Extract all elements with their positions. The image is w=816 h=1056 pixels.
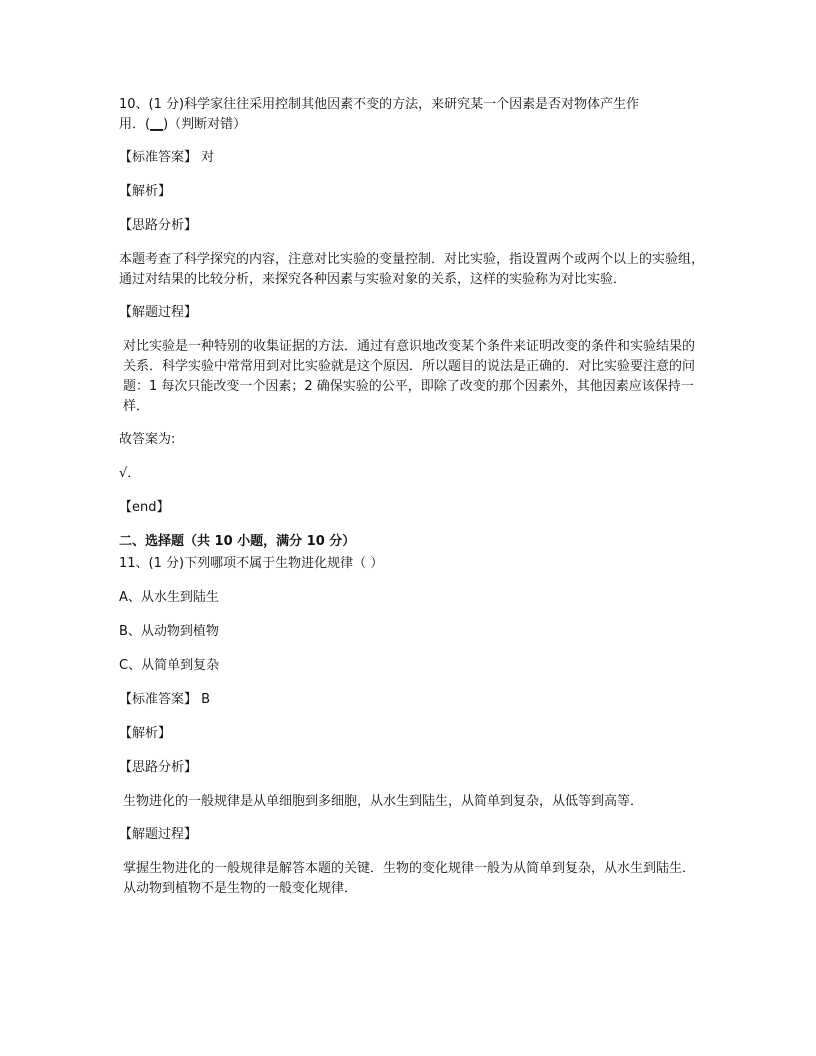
question-10	[119, 95, 704, 135]
q10-process-text: 对比实验是一种特别的收集证据的方法．通过有意识地改变某个条件来证明改变的条件和实验结果的关系．科学实验中常常用到对比实验就是这个原因．所以题目的说法是正确的．对比实验要注意的问题：1 每次只能改变一个因素；2 确保实验的公平，即除了改变的那个因素外，其他因素应该保持一样．	[123, 339, 696, 414]
q11-thinking-text: 生物进化的一般规律是从单细胞到多细胞，从水生到陆生，从简单到复杂，从低等到高等．	[123, 794, 644, 809]
standard-answer-value: B	[201, 692, 211, 707]
option-c: C、从简单到复杂	[119, 658, 220, 673]
option-a: A、从水生到陆生	[119, 590, 219, 605]
question-10-stem-line1: 10、(1 分)科学家往往采用控制其他因素不变的方法，来研究某一个因素是否对物体产生作	[119, 97, 640, 112]
standard-answer-label: 【标准答案】	[119, 150, 198, 165]
q11-process-heading: 【解题过程】	[119, 827, 198, 842]
question-10-stem-line2	[119, 115, 704, 135]
q10-standard-answer	[119, 148, 704, 168]
section-heading-choice: 二、选择题（共 10 小题，满分 10 分）	[119, 534, 356, 549]
question-10-stem-suffix: )（判断对错）	[163, 117, 247, 132]
q11-thinking-heading: 【思路分析】	[119, 760, 198, 775]
q10-thinking-text: 本题考查了科学探究的内容，注意对比实验的变量控制．对比实验，指设置两个或两个以上的实验组，通过对结果的比较分析，来探究各种因素与实验对象的关系，这样的实验称为对比实验．	[119, 252, 705, 287]
standard-answer-label: 【标准答案】	[119, 692, 198, 707]
q10-thinking-heading: 【思路分析】	[119, 218, 198, 233]
q11-standard-answer	[119, 690, 704, 710]
end-marker: 【end】	[119, 500, 170, 515]
q11-analysis-heading: 【解析】	[119, 726, 172, 741]
option-b: B、从动物到植物	[119, 624, 219, 639]
document-content	[119, 95, 704, 912]
answer-blank: __	[150, 117, 164, 132]
standard-answer-value: 对	[201, 150, 215, 165]
q10-process-heading: 【解题过程】	[119, 305, 198, 320]
question-11-stem: 11、(1 分)下列哪项不属于生物进化规律（ ）	[119, 556, 384, 571]
q10-analysis-heading: 【解析】	[119, 184, 172, 199]
q10-check-mark: √．	[119, 466, 141, 481]
q11-process-text: 掌握生物进化的一般规律是解答本题的关键．生物的变化规律一般为从简单到复杂，从水生到陆生．从动物到植物不是生物的一般变化规律．	[123, 861, 696, 896]
question-10-stem-prefix: 用．(	[119, 117, 151, 132]
q10-conclusion: 故答案为:	[119, 432, 176, 447]
